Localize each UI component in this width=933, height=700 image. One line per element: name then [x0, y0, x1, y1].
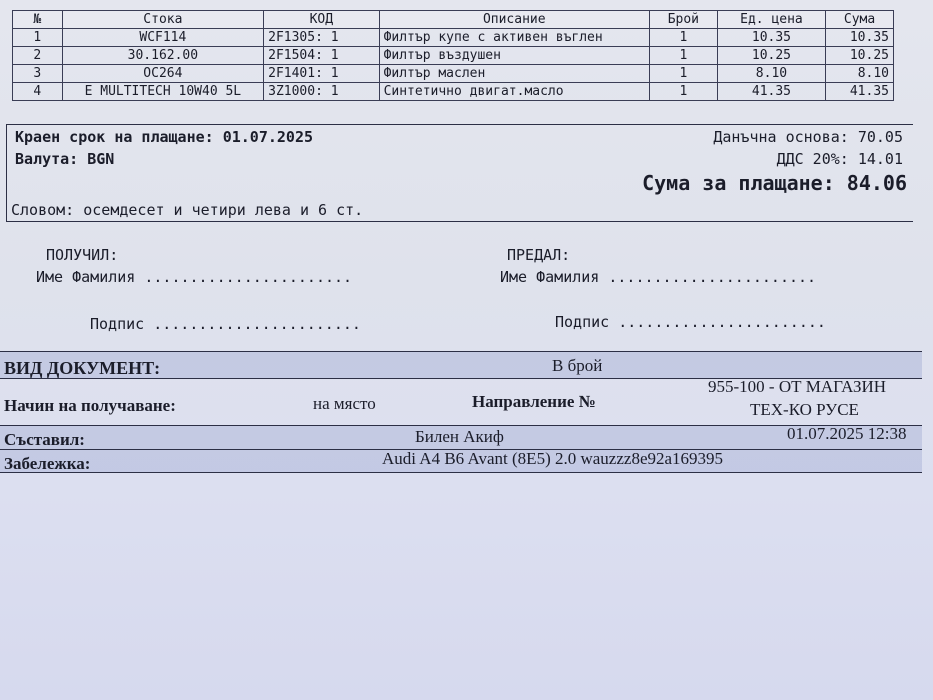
table-row [13, 47, 894, 65]
vat-amount: ДДС 20%: 14.01 [776, 150, 903, 168]
row-number: 3 [13, 65, 63, 83]
received-title: ПОЛУЧИЛ: [46, 246, 119, 264]
row-stock: WCF114 [62, 29, 264, 47]
table-row [13, 29, 894, 47]
row-quantity: 1 [649, 47, 717, 65]
row-sum: 10.35 [826, 29, 894, 47]
note-value: Audi A4 B6 Avant (8E5) 2.0 wauzzz8e92a169395 [382, 449, 724, 468]
tax-base: Данъчна основа: 70.05 [713, 128, 903, 146]
items-table [12, 10, 894, 101]
row-code: 2F1401: 1 [264, 65, 379, 83]
row-description: Синтетично двигат.масло [379, 83, 649, 101]
row-unit-price: 10.25 [717, 47, 825, 65]
row-code: 2F1305: 1 [264, 29, 379, 47]
row-quantity: 1 [649, 83, 717, 101]
currency: Валута: BGN [15, 150, 115, 168]
payment-summary-box [6, 124, 913, 222]
header-sum: Сума [826, 11, 894, 29]
row-number: 1 [13, 29, 63, 47]
delivered-title: ПРЕДАЛ: [507, 246, 571, 264]
row-number: 2 [13, 47, 63, 65]
delivered-signature-line: Подпис ....................... [555, 313, 826, 331]
row-description: Филтър маслен [379, 65, 649, 83]
direction-value-line-1: 955-100 - ОТ МАГАЗИН [708, 377, 887, 396]
delivered-name-line: Име Фамилия ....................... [500, 268, 817, 286]
row-sum: 8.10 [826, 65, 894, 83]
doc-type-label: ВИД ДОКУМЕНТ: [4, 358, 161, 378]
author-label: Съставил: [4, 430, 85, 449]
row-unit-price: 41.35 [717, 83, 825, 101]
info-divider [0, 425, 922, 426]
header-code: КОД [264, 11, 379, 29]
row-unit-price: 8.10 [717, 65, 825, 83]
row-description: Филтър въздушен [379, 47, 649, 65]
row-sum: 41.35 [826, 83, 894, 101]
table-row [13, 65, 894, 83]
table-row [13, 83, 894, 101]
header-stock: Стока [62, 11, 264, 29]
author-datetime: 01.07.2025 12:38 [787, 424, 907, 443]
row-description: Филтър купе с активен въглен [379, 29, 649, 47]
row-unit-price: 10.35 [717, 29, 825, 47]
doc-type-value: В брой [552, 356, 603, 375]
items-header-row [13, 11, 894, 29]
row-code: 2F1504: 1 [264, 47, 379, 65]
info-divider [0, 472, 922, 473]
row-stock: OC264 [62, 65, 264, 83]
row-code: 3Z1000: 1 [264, 83, 379, 101]
row-stock: E MULTITECH 10W40 5L [62, 83, 264, 101]
received-name-line: Име Фамилия ....................... [36, 268, 353, 286]
row-quantity: 1 [649, 65, 717, 83]
direction-label: Направление № [472, 392, 596, 411]
receipt-method-value: на място [313, 394, 376, 413]
received-signature-line: Подпис ....................... [90, 315, 361, 333]
row-stock: 30.162.00 [62, 47, 264, 65]
info-divider [0, 351, 922, 352]
author-value: Билен Акиф [415, 427, 504, 446]
total-to-pay: Сума за плащане: 84.06 [642, 171, 907, 195]
row-sum: 10.25 [826, 47, 894, 65]
row-number: 4 [13, 83, 63, 101]
header-number: № [13, 11, 63, 29]
note-label: Забележка: [4, 454, 91, 473]
direction-value-line-2: ТЕХ-КО РУСЕ [750, 400, 859, 419]
header-unit-price: Ед. цена [717, 11, 825, 29]
header-description: Описание [379, 11, 649, 29]
amount-in-words: Словом: осемдесет и четири лева и 6 ст. [11, 201, 364, 219]
due-date: Краен срок на плащане: 01.07.2025 [15, 128, 314, 146]
row-quantity: 1 [649, 29, 717, 47]
header-quantity: Брой [649, 11, 717, 29]
receipt-method-label: Начин на получаване: [4, 396, 176, 415]
